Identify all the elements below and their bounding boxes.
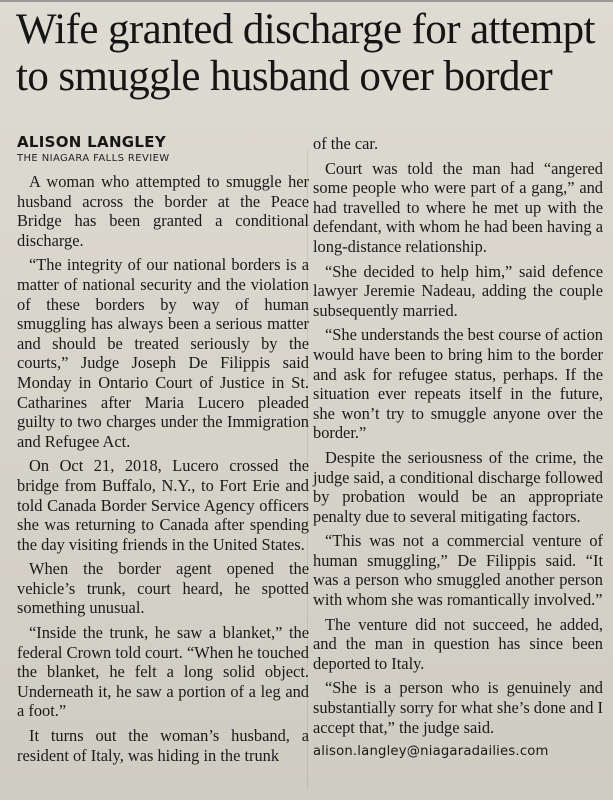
paragraph: “She understands the best course of action would have been to bring him to the border and ask for refugee status, perhaps. If the situation ever repeats itself in the future, she won’t try to smuggle anyone over the border.” <box>313 325 603 443</box>
left-column <box>17 172 309 770</box>
paragraph: “This was not a commercial venture of human smuggling,” De Filippis said. “It was a person who smuggled another person with whom she was romantically involved.” <box>313 531 603 610</box>
paragraph: Despite the seriousness of the crime, the judge said, a conditional discharge followed by probation would be an appropriate penalty due to several mitigating factors. <box>313 447 603 526</box>
paragraph: “She decided to help him,” said defence lawyer Jeremie Nadeau, adding the couple subsequently married. <box>313 261 603 320</box>
paragraph: It turns out the woman’s husband, a resident of Italy, was hiding in the trunk <box>17 726 309 765</box>
right-column <box>313 134 603 762</box>
author-name: ALISON LANGLEY <box>17 133 166 151</box>
paragraph: “The integrity of our national borders is a matter of national security and the violation of these borders by way of human smuggling has always been a serious matter and should be treated seriously by the courts,” Judge Joseph De Filippis said Monday in Ontario Court of Justice in St. Catharines after Maria Lucero pleaded guilty to two charges under the Immigration and Refugee Act. <box>17 255 309 451</box>
paragraph: A woman who attempted to smuggle her husband across the border at the Peace Bridge has been granted a conditional discharge. <box>17 172 309 250</box>
paragraph: When the border agent opened the vehicle’s trunk, court heard, he spotted something unusual. <box>17 559 309 618</box>
paragraph: “She is a person who is genuinely and substantially sorry for what she’s done and I accept that,” the judge said. <box>313 678 603 737</box>
headline: Wife granted discharge for attempt to smuggle husband over border <box>16 6 595 100</box>
paragraph: “Inside the trunk, he saw a blanket,” the federal Crown told court. “When he touched the blanket, he felt a long solid object. Underneath it, he saw a portion of a leg and a foot.” <box>17 623 309 721</box>
paragraph-continuation: of the car. <box>313 134 379 153</box>
paragraph: The venture did not succeed, he added, and the man in question has since been deported to Italy. <box>313 614 603 673</box>
author-email: alison.langley@niagaradailies.com <box>313 744 549 760</box>
outlet-name: THE NIAGARA FALLS REVIEW <box>17 153 170 164</box>
byline <box>17 133 307 164</box>
paragraph: Court was told the man had “angered some people who were part of a gang,” and had travelled to where he met up with the defendant, with whom he had been having a long-distance relationship. <box>313 158 603 256</box>
top-rule <box>0 0 613 2</box>
paragraph: On Oct 21, 2018, Lucero crossed the bridge from Buffalo, N.Y., to Fort Erie and told Canada Border Service Agency officers she was returning to Canada after spending the day visiting friends in the United States. <box>17 456 309 554</box>
